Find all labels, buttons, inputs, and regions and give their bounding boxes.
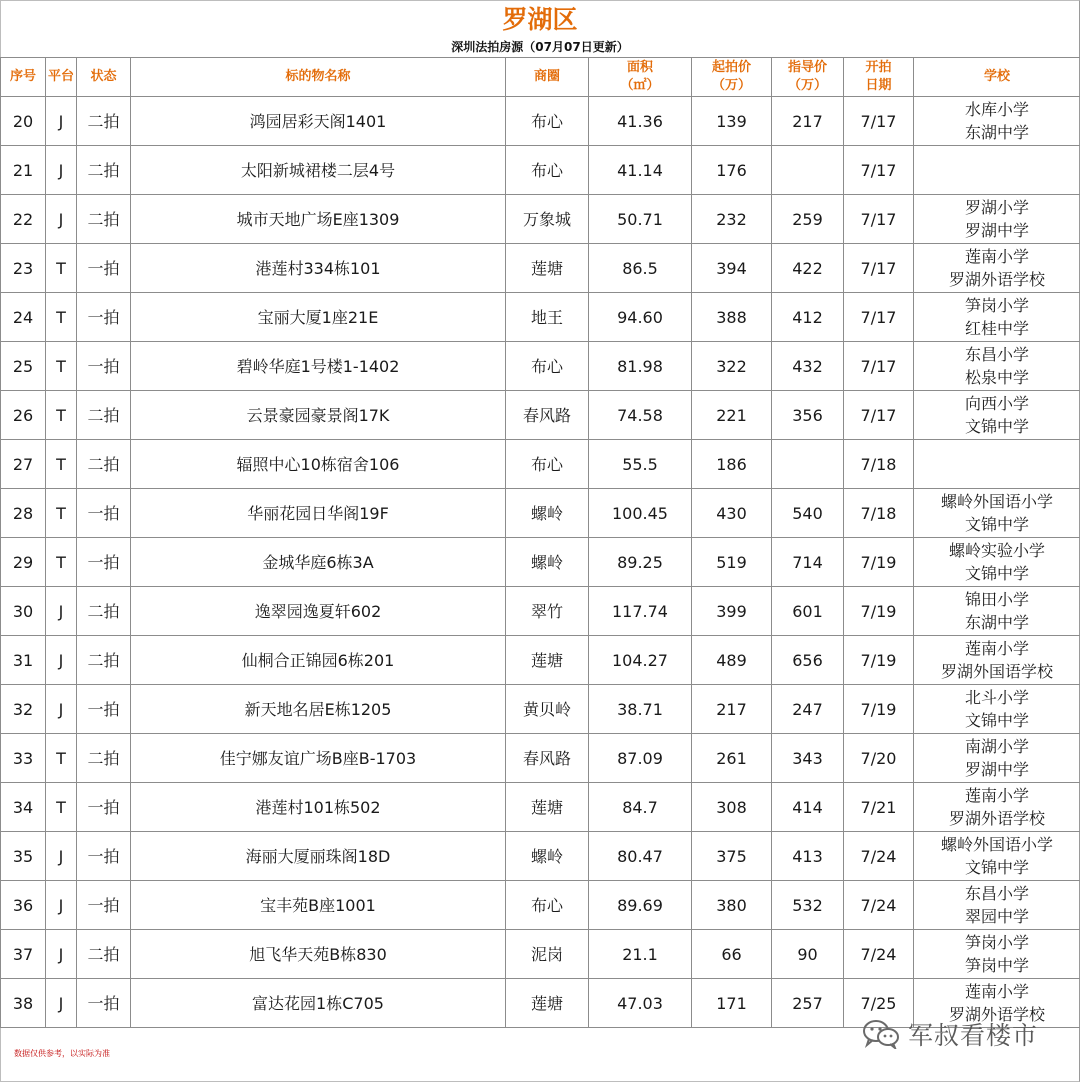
status-cell: 一拍 <box>77 881 131 930</box>
row-number-cell: 30 <box>1 587 46 636</box>
table-row <box>1 440 1080 489</box>
area-cell: 94.60 <box>589 293 692 342</box>
guide-price-cell: 257 <box>772 979 844 1028</box>
auction-date-cell: 7/17 <box>844 391 914 440</box>
school-name: 向西小学 <box>964 394 1029 413</box>
area-cell: 100.45 <box>589 489 692 538</box>
school-name: 螺岭外国语小学 <box>940 492 1053 511</box>
school-cell <box>914 587 1080 636</box>
school-name: 东湖中学 <box>964 613 1029 632</box>
platform-cell: J <box>46 195 77 244</box>
page-title: 罗湖区 <box>502 5 578 34</box>
district-cell: 春风路 <box>506 391 589 440</box>
auction-date-cell: 7/24 <box>844 930 914 979</box>
district-cell: 万象城 <box>506 195 589 244</box>
row-number-cell: 28 <box>1 489 46 538</box>
guide-price-cell <box>772 146 844 195</box>
auction-date-cell: 7/19 <box>844 685 914 734</box>
row-number-cell: 22 <box>1 195 46 244</box>
property-name-cell: 宝丰苑B座1001 <box>131 881 506 930</box>
property-name-cell: 碧岭华庭1号楼1-1402 <box>131 342 506 391</box>
disclaimer-note: 数据仅供参考，以实际为准 <box>14 1049 110 1058</box>
platform-cell: J <box>46 930 77 979</box>
watermark-text: 军叔看楼市 <box>908 1021 1039 1050</box>
district-cell: 布心 <box>506 881 589 930</box>
school-name: 罗湖外国语学校 <box>940 662 1053 681</box>
guide-price-cell: 532 <box>772 881 844 930</box>
property-name-cell: 仙桐合正锦园6栋201 <box>131 636 506 685</box>
property-name-cell: 港莲村101栋502 <box>131 783 506 832</box>
school-name: 莲南小学 <box>964 786 1029 805</box>
school-name: 笋岗小学 <box>964 296 1029 315</box>
starting-price-cell: 139 <box>692 97 772 146</box>
district-cell: 地王 <box>506 293 589 342</box>
guide-price-cell: 714 <box>772 538 844 587</box>
school-name: 螺岭外国语小学 <box>940 835 1053 854</box>
guide-price-cell: 422 <box>772 244 844 293</box>
row-number-cell: 20 <box>1 97 46 146</box>
row-number-cell: 34 <box>1 783 46 832</box>
district-cell: 莲塘 <box>506 636 589 685</box>
school-cell <box>914 293 1080 342</box>
school-name: 文锦中学 <box>964 515 1029 534</box>
school-name: 罗湖小学 <box>964 198 1029 217</box>
starting-price-cell: 217 <box>692 685 772 734</box>
guide-price-cell: 356 <box>772 391 844 440</box>
starting-price-cell: 66 <box>692 930 772 979</box>
school-name: 笋岗中学 <box>964 956 1029 975</box>
platform-cell: T <box>46 440 77 489</box>
row-number-cell: 37 <box>1 930 46 979</box>
status-cell: 二拍 <box>77 440 131 489</box>
property-name-cell: 华丽花园日华阁19F <box>131 489 506 538</box>
starting-price-cell: 375 <box>692 832 772 881</box>
platform-cell: J <box>46 979 77 1028</box>
auction-date-cell: 7/20 <box>844 734 914 783</box>
school-cell <box>914 489 1080 538</box>
area-cell: 84.7 <box>589 783 692 832</box>
page-subtitle: 深圳法拍房源（07月07日更新） <box>451 40 629 54</box>
starting-price-cell: 394 <box>692 244 772 293</box>
column-header: 学校 <box>914 58 1080 97</box>
status-cell: 一拍 <box>77 342 131 391</box>
table-row <box>1 489 1080 538</box>
property-name-cell: 富达花园1栋C705 <box>131 979 506 1028</box>
property-name-cell: 新天地名居E栋1205 <box>131 685 506 734</box>
school-name: 罗湖外语学校 <box>948 270 1045 289</box>
school-name: 莲南小学 <box>964 247 1029 266</box>
school-name: 东昌小学 <box>964 884 1029 903</box>
district-cell: 螺岭 <box>506 489 589 538</box>
school-name: 罗湖外语学校 <box>948 809 1045 828</box>
platform-cell: T <box>46 783 77 832</box>
status-cell: 一拍 <box>77 685 131 734</box>
property-name-cell: 逸翠园逸夏轩602 <box>131 587 506 636</box>
property-name-cell: 旭飞华天苑B栋830 <box>131 930 506 979</box>
starting-price-cell: 221 <box>692 391 772 440</box>
district-cell: 泥岗 <box>506 930 589 979</box>
property-name-cell: 佳宁娜友谊广场B座B-1703 <box>131 734 506 783</box>
school-name: 东湖中学 <box>964 123 1029 142</box>
school-name: 翠园中学 <box>964 907 1029 926</box>
school-name: 笋岗小学 <box>964 933 1029 952</box>
row-number-cell: 35 <box>1 832 46 881</box>
column-header: 标的物名称 <box>131 58 506 97</box>
school-cell <box>914 685 1080 734</box>
school-name: 松泉中学 <box>964 368 1029 387</box>
school-cell <box>914 195 1080 244</box>
area-cell: 117.74 <box>589 587 692 636</box>
platform-cell: J <box>46 832 77 881</box>
platform-cell: J <box>46 587 77 636</box>
status-cell: 一拍 <box>77 832 131 881</box>
property-name-cell: 城市天地广场E座1309 <box>131 195 506 244</box>
platform-cell: J <box>46 146 77 195</box>
school-name: 文锦中学 <box>964 564 1029 583</box>
guide-price-cell: 414 <box>772 783 844 832</box>
school-name: 东昌小学 <box>964 345 1029 364</box>
school-name: 文锦中学 <box>964 711 1029 730</box>
property-name-cell: 宝丽大厦1座21E <box>131 293 506 342</box>
area-cell: 55.5 <box>589 440 692 489</box>
auction-date-cell: 7/17 <box>844 293 914 342</box>
school-name: 红桂中学 <box>964 319 1029 338</box>
auction-date-cell: 7/17 <box>844 195 914 244</box>
starting-price-cell: 399 <box>692 587 772 636</box>
school-name: 罗湖中学 <box>964 221 1029 240</box>
platform-cell: T <box>46 734 77 783</box>
table-row <box>1 930 1080 979</box>
property-name-cell: 辐照中心10栋宿舍106 <box>131 440 506 489</box>
district-cell: 布心 <box>506 440 589 489</box>
watermark <box>862 1016 1038 1052</box>
status-cell: 二拍 <box>77 391 131 440</box>
starting-price-cell: 430 <box>692 489 772 538</box>
row-number-cell: 26 <box>1 391 46 440</box>
status-cell: 二拍 <box>77 636 131 685</box>
district-cell: 黄贝岭 <box>506 685 589 734</box>
area-cell: 104.27 <box>589 636 692 685</box>
status-cell: 二拍 <box>77 930 131 979</box>
starting-price-cell: 380 <box>692 881 772 930</box>
row-number-cell: 36 <box>1 881 46 930</box>
platform-cell: T <box>46 391 77 440</box>
platform-cell: T <box>46 538 77 587</box>
status-cell: 一拍 <box>77 293 131 342</box>
table-row <box>1 342 1080 391</box>
table-row <box>1 587 1080 636</box>
school-name: 北斗小学 <box>964 688 1029 707</box>
row-number-cell: 29 <box>1 538 46 587</box>
school-cell <box>914 832 1080 881</box>
status-cell: 一拍 <box>77 538 131 587</box>
starting-price-cell: 171 <box>692 979 772 1028</box>
platform-cell: J <box>46 97 77 146</box>
table-row <box>1 195 1080 244</box>
table-row <box>1 146 1080 195</box>
auction-date-cell: 7/24 <box>844 881 914 930</box>
auction-date-cell: 7/17 <box>844 97 914 146</box>
auction-date-cell: 7/18 <box>844 440 914 489</box>
status-cell: 一拍 <box>77 979 131 1028</box>
table-row <box>1 832 1080 881</box>
guide-price-cell: 432 <box>772 342 844 391</box>
school-name: 锦田小学 <box>964 590 1029 609</box>
starting-price-cell: 261 <box>692 734 772 783</box>
starting-price-cell: 186 <box>692 440 772 489</box>
district-cell: 布心 <box>506 146 589 195</box>
row-number-cell: 38 <box>1 979 46 1028</box>
area-cell: 47.03 <box>589 979 692 1028</box>
table-row <box>1 734 1080 783</box>
school-cell <box>914 881 1080 930</box>
district-cell: 布心 <box>506 97 589 146</box>
status-cell: 二拍 <box>77 97 131 146</box>
table-row <box>1 685 1080 734</box>
auction-date-cell: 7/17 <box>844 146 914 195</box>
starting-price-cell: 308 <box>692 783 772 832</box>
column-header: 状态 <box>77 58 131 97</box>
column-header: 商圈 <box>506 58 589 97</box>
area-cell: 41.14 <box>589 146 692 195</box>
guide-price-cell: 259 <box>772 195 844 244</box>
school-cell <box>914 930 1080 979</box>
school-cell <box>914 783 1080 832</box>
district-cell: 莲塘 <box>506 783 589 832</box>
column-header: 序号 <box>1 58 46 97</box>
school-cell <box>914 734 1080 783</box>
area-cell: 81.98 <box>589 342 692 391</box>
auction-date-cell: 7/18 <box>844 489 914 538</box>
district-cell: 莲塘 <box>506 979 589 1028</box>
school-cell <box>914 391 1080 440</box>
school-cell <box>914 538 1080 587</box>
platform-cell: T <box>46 489 77 538</box>
guide-price-cell: 90 <box>772 930 844 979</box>
school-name: 罗湖中学 <box>964 760 1029 779</box>
auction-date-cell: 7/24 <box>844 832 914 881</box>
column-header: 面积 （㎡） <box>589 58 692 97</box>
starting-price-cell: 322 <box>692 342 772 391</box>
guide-price-cell: 540 <box>772 489 844 538</box>
district-cell: 莲塘 <box>506 244 589 293</box>
guide-price-cell: 247 <box>772 685 844 734</box>
platform-cell: T <box>46 342 77 391</box>
auction-date-cell: 7/25 <box>844 979 914 1028</box>
school-name: 水库小学 <box>964 100 1029 119</box>
school-name: 莲南小学 <box>964 982 1029 1001</box>
property-name-cell: 港莲村334栋101 <box>131 244 506 293</box>
status-cell: 二拍 <box>77 146 131 195</box>
status-cell: 一拍 <box>77 783 131 832</box>
platform-cell: J <box>46 685 77 734</box>
row-number-cell: 33 <box>1 734 46 783</box>
auction-date-cell: 7/19 <box>844 587 914 636</box>
table-row <box>1 244 1080 293</box>
status-cell: 二拍 <box>77 587 131 636</box>
district-cell: 布心 <box>506 342 589 391</box>
area-cell: 86.5 <box>589 244 692 293</box>
area-cell: 87.09 <box>589 734 692 783</box>
district-cell: 螺岭 <box>506 538 589 587</box>
school-name: 螺岭实验小学 <box>948 541 1045 560</box>
starting-price-cell: 388 <box>692 293 772 342</box>
status-cell: 一拍 <box>77 244 131 293</box>
row-number-cell: 32 <box>1 685 46 734</box>
school-name: 罗湖外语学校 <box>948 1005 1045 1024</box>
auction-date-cell: 7/17 <box>844 342 914 391</box>
property-name-cell: 金城华庭6栋3A <box>131 538 506 587</box>
column-header: 起拍价 （万） <box>692 58 772 97</box>
guide-price-cell <box>772 440 844 489</box>
row-number-cell: 27 <box>1 440 46 489</box>
guide-price-cell: 413 <box>772 832 844 881</box>
platform-cell: T <box>46 293 77 342</box>
school-cell <box>914 440 1080 489</box>
table-row <box>1 391 1080 440</box>
table-row <box>1 97 1080 146</box>
platform-cell: T <box>46 244 77 293</box>
table-row <box>1 783 1080 832</box>
status-cell: 二拍 <box>77 734 131 783</box>
auction-date-cell: 7/19 <box>844 538 914 587</box>
auction-table <box>0 57 1080 1028</box>
starting-price-cell: 176 <box>692 146 772 195</box>
status-cell: 二拍 <box>77 195 131 244</box>
starting-price-cell: 519 <box>692 538 772 587</box>
starting-price-cell: 489 <box>692 636 772 685</box>
school-cell <box>914 244 1080 293</box>
column-header: 平台 <box>46 58 77 97</box>
area-cell: 38.71 <box>589 685 692 734</box>
property-name-cell: 太阳新城裙楼二层4号 <box>131 146 506 195</box>
area-cell: 50.71 <box>589 195 692 244</box>
school-name: 南湖小学 <box>964 737 1029 756</box>
property-name-cell: 云景豪园豪景阁17K <box>131 391 506 440</box>
school-cell <box>914 636 1080 685</box>
table-row <box>1 538 1080 587</box>
table-header-row <box>1 58 1080 97</box>
guide-price-cell: 656 <box>772 636 844 685</box>
school-cell <box>914 342 1080 391</box>
row-number-cell: 24 <box>1 293 46 342</box>
area-cell: 74.58 <box>589 391 692 440</box>
platform-cell: J <box>46 636 77 685</box>
area-cell: 80.47 <box>589 832 692 881</box>
row-number-cell: 31 <box>1 636 46 685</box>
area-cell: 21.1 <box>589 930 692 979</box>
table-row <box>1 881 1080 930</box>
table-row <box>1 293 1080 342</box>
property-name-cell: 鸿园居彩天阁1401 <box>131 97 506 146</box>
status-cell: 一拍 <box>77 489 131 538</box>
row-number-cell: 23 <box>1 244 46 293</box>
property-name-cell: 海丽大厦丽珠阁18D <box>131 832 506 881</box>
column-header: 开拍 日期 <box>844 58 914 97</box>
school-name: 文锦中学 <box>964 417 1029 436</box>
district-cell: 翠竹 <box>506 587 589 636</box>
platform-cell: J <box>46 881 77 930</box>
school-cell <box>914 146 1080 195</box>
guide-price-cell: 601 <box>772 587 844 636</box>
guide-price-cell: 343 <box>772 734 844 783</box>
school-name: 莲南小学 <box>964 639 1029 658</box>
area-cell: 89.69 <box>589 881 692 930</box>
row-number-cell: 25 <box>1 342 46 391</box>
school-cell <box>914 97 1080 146</box>
guide-price-cell: 217 <box>772 97 844 146</box>
wechat-icon <box>862 1019 900 1049</box>
auction-date-cell: 7/19 <box>844 636 914 685</box>
area-cell: 41.36 <box>589 97 692 146</box>
row-number-cell: 21 <box>1 146 46 195</box>
guide-price-cell: 412 <box>772 293 844 342</box>
auction-date-cell: 7/21 <box>844 783 914 832</box>
area-cell: 89.25 <box>589 538 692 587</box>
column-header: 指导价 （万） <box>772 58 844 97</box>
auction-date-cell: 7/17 <box>844 244 914 293</box>
district-cell: 螺岭 <box>506 832 589 881</box>
district-cell: 春风路 <box>506 734 589 783</box>
school-name: 文锦中学 <box>964 858 1029 877</box>
starting-price-cell: 232 <box>692 195 772 244</box>
table-row <box>1 636 1080 685</box>
